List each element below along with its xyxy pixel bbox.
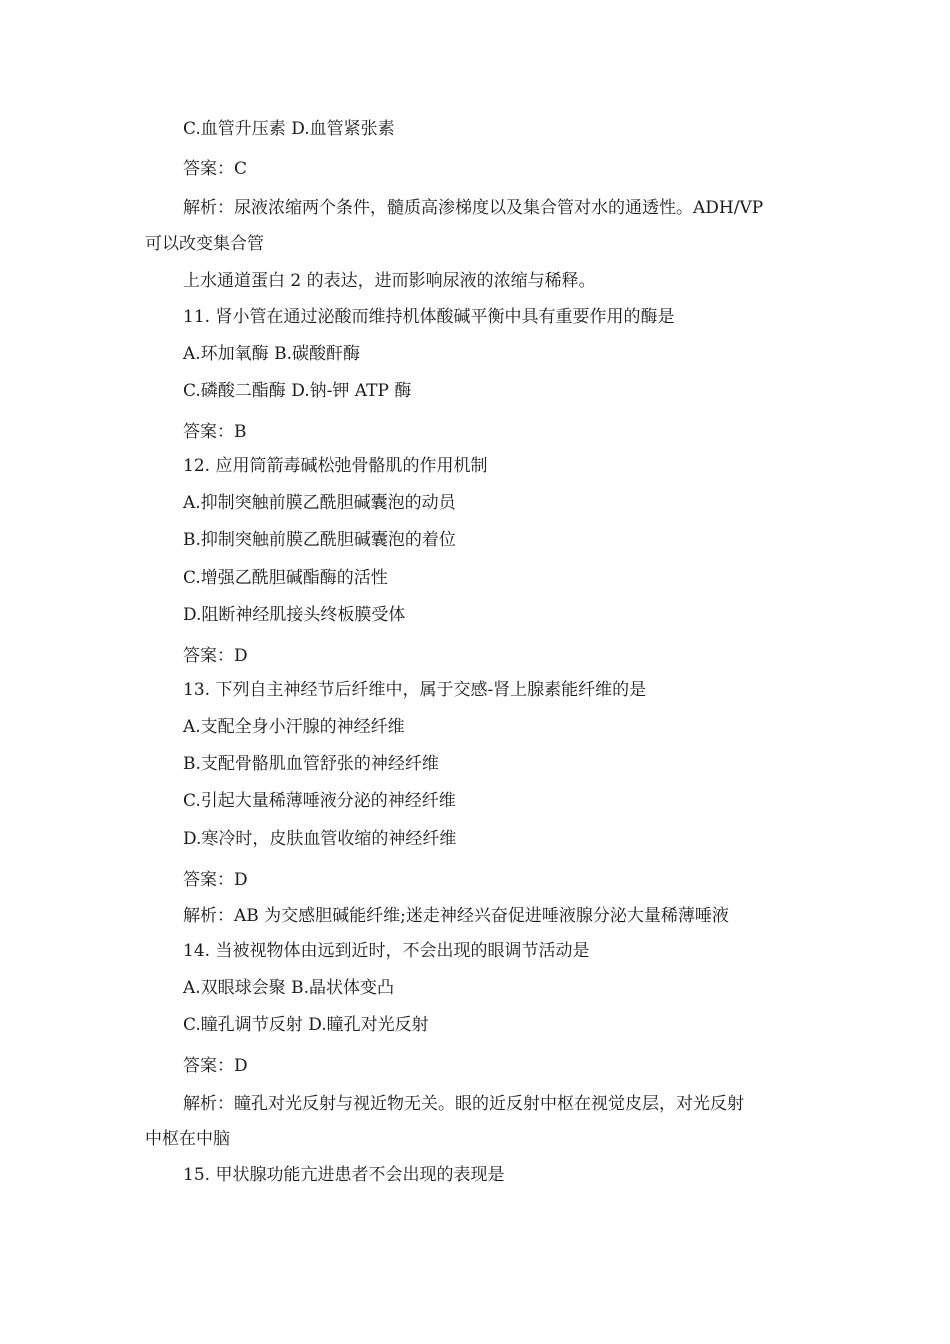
explanation-line: 可以改变集合管: [145, 234, 264, 254]
question-line: 13. 下列自主神经节后纤维中，属于交感-肾上腺素能纤维的是: [183, 680, 647, 700]
answer-line: 答案：B: [183, 422, 247, 442]
option-line: C.血管升压素 D.血管紧张素: [183, 119, 395, 139]
option-line: B.抑制突触前膜乙酰胆碱囊泡的着位: [183, 530, 456, 550]
question-line: 14. 当被视物体由远到近时，不会出现的眼调节活动是: [183, 941, 590, 961]
question-line: 12. 应用筒箭毒碱松弛骨骼肌的作用机制: [183, 456, 488, 476]
explanation-line: 上水通道蛋白 2 的表达，进而影响尿液的浓缩与稀释。: [183, 271, 596, 291]
answer-line: 答案：D: [183, 1056, 248, 1076]
explanation-line: 中枢在中脑: [145, 1129, 230, 1149]
option-line: C.瞳孔调节反射 D.瞳孔对光反射: [183, 1015, 429, 1035]
option-line: C.增强乙酰胆碱酯酶的活性: [183, 568, 388, 588]
option-line: A.支配全身小汗腺的神经纤维: [183, 717, 405, 737]
option-line: B.支配骨骼肌血管舒张的神经纤维: [183, 754, 439, 774]
question-line: 15. 甲状腺功能亢进患者不会出现的表现是: [183, 1165, 505, 1185]
option-line: A.双眼球会聚 B.晶状体变凸: [183, 978, 394, 998]
question-line: 11. 肾小管在通过泌酸而维持机体酸碱平衡中具有重要作用的酶是: [183, 307, 675, 327]
answer-line: 答案：D: [183, 870, 248, 890]
option-line: A.抑制突触前膜乙酰胆碱囊泡的动员: [183, 493, 456, 513]
explanation-line: 解析：尿液浓缩两个条件，髓质高渗梯度以及集合管对水的通透性。ADH/VP: [183, 198, 764, 218]
explanation-line: 解析：AB 为交感胆碱能纤维;迷走神经兴奋促进唾液腺分泌大量稀薄唾液: [183, 906, 729, 926]
answer-line: 答案：D: [183, 646, 248, 666]
option-line: D.阻断神经肌接头终板膜受体: [183, 605, 406, 625]
option-line: C.磷酸二酯酶 D.钠-钾 ATP 酶: [183, 381, 412, 401]
option-line: C.引起大量稀薄唾液分泌的神经纤维: [183, 791, 456, 811]
option-line: D.寒冷时，皮肤血管收缩的神经纤维: [183, 829, 457, 849]
option-line: A.环加氧酶 B.碳酸酐酶: [183, 344, 360, 364]
explanation-line: 解析：瞳孔对光反射与视近物无关。眼的近反射中枢在视觉皮层，对光反射: [183, 1094, 744, 1114]
answer-line: 答案：C: [183, 159, 248, 179]
